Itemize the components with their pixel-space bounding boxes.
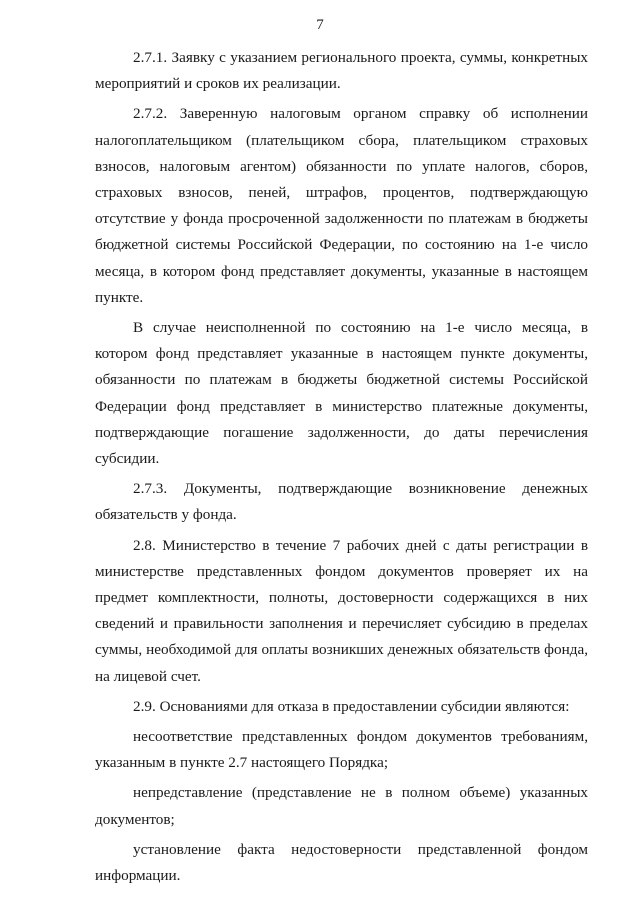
refusal-reason-nonsubmission: непредставление (представление не в полном объеме) указанных документов; <box>95 784 588 828</box>
refusal-reason-false-information: установление факта недостоверности представленной фондом информации. <box>95 840 588 885</box>
refusal-reason-noncompliance: несоответствие представленных фондом документов требованиям, указанным в пункте 2.7 настоящего Порядка; <box>95 728 588 772</box>
paragraph-2-8: 2.8. Министерство в течение 7 рабочих дней с даты регистрации в министерстве представленных фондом документов проверяет их на предмет комплектности, полноты, достоверности содержащихся в них сведений и правильности заполнения и перечисляет субсидию в пределах суммы, необходимой для оплаты возникших денежных обязательств фонда, на лицевой счет. <box>95 536 588 685</box>
document-body <box>95 45 588 889</box>
paragraph-2-7-1: 2.7.1. Заявку с указанием регионального проекта, суммы, конкретных мероприятий и сроков их реализации. <box>95 49 588 93</box>
paragraph-2-7-3: 2.7.3. Документы, подтверждающие возникновение денежных обязательств у фонда. <box>95 480 588 524</box>
page-number: 7 <box>316 17 324 33</box>
paragraph-2-9: 2.9. Основаниями для отказа в предоставлении субсидии являются: <box>133 697 570 715</box>
paragraph-unfulfilled-obligation: В случае неисполненной по состоянию на 1-е число месяца, в котором фонд представляет указанные в настоящем пункте документы, обязанности по платежам в бюджеты бюджетной системы Российской Федерации фонд представляет в министерство платежные документы, подтверждающие погашение задолженности, до даты перечисления субсидии. <box>95 319 588 468</box>
paragraph-2-7-2: 2.7.2. Заверенную налоговым органом справку об исполнении налогоплательщиком (плательщиком сбора, плательщиком страховых взносов, налоговым агентом) обязанности по уплате налогов, сборов, страховых взносов, пеней, штрафов, процентов, подтверждающую отсутствие у фонда просроченной задолженности по платежам в бюджеты бюджетной системы Российской Федерации, по состоянию на 1-е число месяца, в котором фонд представляет документы, указанные в настоящем пункте. <box>95 105 588 306</box>
